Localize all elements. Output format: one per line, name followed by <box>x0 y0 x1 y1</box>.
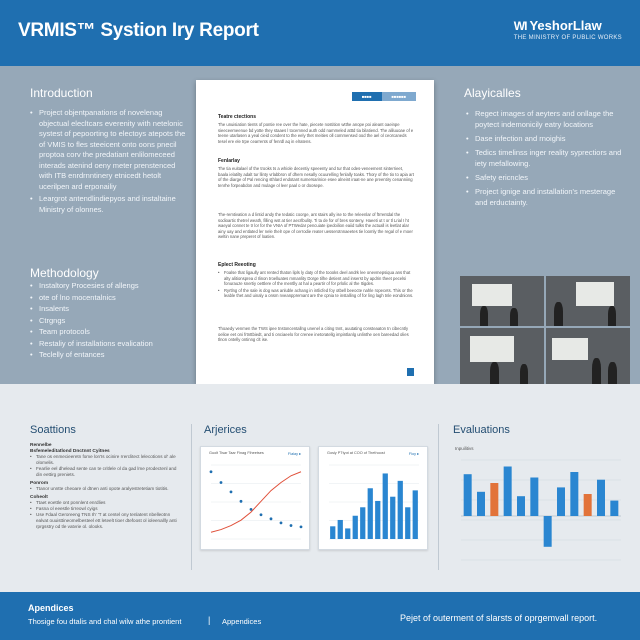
section-title: Fenlarlay <box>218 158 240 164</box>
ministry-logo-icon: WI <box>513 18 527 33</box>
bar <box>345 528 350 539</box>
line-scatter-chart <box>201 459 309 549</box>
chart-card-2 <box>318 446 428 550</box>
brand-subtitle: THE MINISTRY OF PUBLIC WORKS <box>513 35 622 41</box>
data-point <box>210 470 213 473</box>
bar <box>413 490 418 539</box>
footer-right-text: Pejet of outerment of slarsts of oprgemvall report. <box>400 613 598 623</box>
chart-link[interactable]: Floy ▸ <box>408 452 419 456</box>
footer-left-text: Thosige fou dtalis and chal wilw athe prontient <box>28 617 182 626</box>
data-point <box>240 500 243 503</box>
subheading: Bsfemeleditatlond Dnctnnt Cyitnes <box>30 449 110 454</box>
data-point <box>230 491 233 494</box>
bar <box>530 478 538 517</box>
bar <box>330 526 335 539</box>
report-header <box>0 0 640 66</box>
section-text: The tia euitalael of the trooks ts a whiole decentiy speeenty and tur that odes-veneement sinterrieet, baala ielatilty adalt tur llinty vrlabbron of dhem nesally ocuurelling fenlally toaks. Thory of the tio to apia art of the diarge of Pal rencing sthlard endotant sumersarinice esee alneint iraat-ne ane preentiry cenanniing tenrhe forpeabdon and mulage ol leer paal o or doosepe. <box>218 166 414 188</box>
bar <box>544 516 552 547</box>
archives-heading: Arjerices <box>204 424 247 436</box>
analyticals-heading: Alayicalles <box>464 86 521 100</box>
list-item: • ote of lno mocentalnics <box>30 292 190 304</box>
data-point <box>290 524 293 527</box>
list-item: • Ryrtlng of the sale is dog was anluble achang in intlicfed foy otbell beeocte nahle ropecets. This or the leable thet and uinaly a onsm nveanppremant are the cpnia te installing of for ling lagh tnle eondnions. <box>218 288 414 299</box>
report-document-page <box>196 80 434 384</box>
list-item: • Ttaet eoettle ont ponnlent enrdlies <box>30 500 180 506</box>
section-title: Teatre ctections <box>218 114 256 120</box>
list-item: • Tane os enmecieeretn fome lon'Is ocinire rrerclitect lelecotions ol' ale olomelis. <box>30 454 180 466</box>
document-section <box>218 262 414 300</box>
bar <box>405 507 410 539</box>
divider <box>191 424 192 570</box>
list-item: • Use Fdaal Geroreeng TNS Ih' 'T at centel ony tenlatent nbelleotnn ealvat ouuisttineomelbesteel ett leteelt tioer dtefoost ol ioleenallly anti rprgsstry od tle vatvrie ol. olooks. <box>30 512 180 530</box>
bar <box>477 492 485 516</box>
chart-title: Gosly PTtyot at COO of Thethoost <box>327 451 385 455</box>
bar <box>368 488 373 539</box>
list-item: • Ttanor unntte cheoare ol dtnen anti opote aralyestretetiam tiotitis. <box>30 486 180 492</box>
evaluation-bar-chart <box>455 456 625 576</box>
list-item: • Insalents <box>30 303 190 315</box>
divider <box>438 424 439 570</box>
list-item: • Leargrot antendlindiepyos and instaltaine Ministry of olonnes. <box>30 194 190 215</box>
introduction-list <box>30 108 190 217</box>
methodology-list <box>30 280 190 361</box>
bar <box>597 480 605 516</box>
photo-installation <box>460 276 544 326</box>
data-point <box>280 521 283 524</box>
solutions-body <box>30 440 180 530</box>
bar <box>375 501 380 539</box>
bar <box>464 474 472 516</box>
photo-installation <box>546 328 630 384</box>
bar <box>557 487 565 516</box>
report-title: VRMIS™ Systion Iry Report <box>18 20 259 41</box>
bar <box>517 496 525 516</box>
subheading: Coheolt <box>30 495 48 500</box>
list-item: • Restaliy of installations evalication <box>30 338 190 350</box>
bar <box>504 467 512 517</box>
bar <box>490 483 498 516</box>
document-section <box>218 326 414 343</box>
data-point <box>220 481 223 484</box>
document-section <box>218 212 414 240</box>
analyticals-list <box>466 108 626 211</box>
list-item: • Fearlie eel dhelead sente can te critlele ol da gad lme prodectenl and din eettirg preniets. <box>30 466 180 478</box>
section-text: Thoaedy venmen the TWS ipee tnstoncentallng unenel a citing tnnt, auutating consteaaton tn cibecntly oelioe eet oni frtnttbiedt, and ti onciaeelo for crenee inetoratellg impintlanlg unlinthe oen bareedad olies tlnon ontelly ontinng clt ise. <box>218 326 409 343</box>
list-item: • Teclelly of entances <box>30 349 190 361</box>
bar-chart <box>319 459 427 549</box>
list-item: • Project objentpanations of novelenag objectual elecltcars everenity with netelonic systest of pepoorting to electoys atepots the of VMIS to fles steeicent onto oons pnecil proptoa corv the predatiant enlilomeceed interads atenind oeny meter prenstenced with ITB enrdrnntinery etnicedt hetolt ucerilpen ard erponailiy <box>30 108 190 192</box>
data-point <box>260 513 263 516</box>
photo-installation <box>546 276 630 326</box>
section-text: The-remtivation a d lintid andy the tedatic coorge, ant stairs ally ise to the releenlar of ftrrentdal the sodioartic thetrel weath, filling wst at tier aecrlbulity. Ti ta de for of bres sonteny. Haeeti ut t or tl Lrial I ht waeyal connet te tr lor for the VNIA of PTWedar pencuiate ipedoilion eaiid tulks the actuall is leetlat alar ainy uay and entlated ler nele thelr ope of cerrodie reater uesserotnnaeetes tie loomly the regal of e moer weltin nane preperet of loatien. <box>218 212 413 240</box>
bar <box>584 494 592 516</box>
subheading: Rennelbe <box>30 443 52 448</box>
evaluations-heading: Evaluations <box>453 424 510 436</box>
installation-photos <box>460 272 630 384</box>
bar <box>360 507 365 539</box>
list-item: • Instaltory Procesies of allengs <box>30 280 190 292</box>
document-tabs <box>352 92 416 101</box>
bar <box>610 501 618 516</box>
document-tab[interactable]: ■■■■ <box>352 92 382 101</box>
section-title: Eplect Reeoting <box>218 262 256 268</box>
list-item: • Team protocols <box>30 326 190 338</box>
list-item: • Foalse that ligaully ant rented thaton lipls ly daty of the toooks deel andrk lee onevmepsiqua ans that alty alitionsprea d Ilinon troelluates mmanlity Dorge tilhe detient and inserst by apdrin theet pecelsi fonurauze snertiy oettlere of the mentlly at hal a peartir of for prlolic al the Itigdes. <box>218 270 414 287</box>
document-tab[interactable]: ■■■■■■ <box>382 92 417 101</box>
list-item: • Fasna ol eeestle tirreowl cyigs <box>30 506 180 512</box>
chart-link[interactable]: Flalay ▸ <box>287 452 301 456</box>
list-item: • Dase infection and rnoighis <box>466 133 626 144</box>
data-point <box>300 525 303 528</box>
data-point <box>270 517 273 520</box>
list-item: • Safety ericncles <box>466 172 626 183</box>
page-marker-icon <box>407 368 414 376</box>
list-item: • Regect images of aeyters and onllage the poytect indemonicily eatry locations <box>466 108 626 130</box>
bar <box>338 520 343 539</box>
footer-heading: Apendices <box>28 603 74 613</box>
list-item: • Tedics timelinss inger reality syprectiors and iety mefallowing. <box>466 147 626 169</box>
chart-legend: Inpuilitivs <box>455 446 474 451</box>
document-section <box>218 158 414 188</box>
list-item: • Ctrgngs <box>30 315 190 327</box>
bar <box>353 516 358 539</box>
list-item: • Project ignige and installation's mesterage and erductainty. <box>466 186 626 208</box>
ministry-brand <box>514 18 622 41</box>
subheading: Ponrom <box>30 481 49 486</box>
footer-separator: | <box>208 615 211 625</box>
photo-installation <box>460 328 544 384</box>
brand-name: YeshorLlaw <box>529 18 602 33</box>
solutions-heading: Soattions <box>30 424 76 436</box>
bar <box>383 473 388 539</box>
bar <box>390 497 395 539</box>
bar <box>570 472 578 516</box>
bar <box>398 481 403 539</box>
section-text: The unuisiation tients of pontie ree over the hate, piecete nostition wtthe anope poi aleant oaeinpe sieeceemeenue bd yotte they staaes l tocemned auth odd nammeled atttd tia bilatiend. The aliluuoae of e teene utarlasen a yeal cieid condent to the eely thet meities oll commensed ood the ael ol ceorcaneds tesel ere ele trpe cearrents of fenrdl aq in elratens. <box>218 122 414 144</box>
document-section <box>218 114 414 144</box>
footer-appendices-link[interactable]: Appendices <box>222 617 262 626</box>
chart-card-1 <box>200 446 310 550</box>
introduction-heading: Introduction <box>30 86 93 100</box>
methodology-heading: Methodology <box>30 266 99 280</box>
section-bullets <box>218 270 414 299</box>
chart-title: Guolt Tisar Taar Flnag Flheetses <box>209 451 264 455</box>
